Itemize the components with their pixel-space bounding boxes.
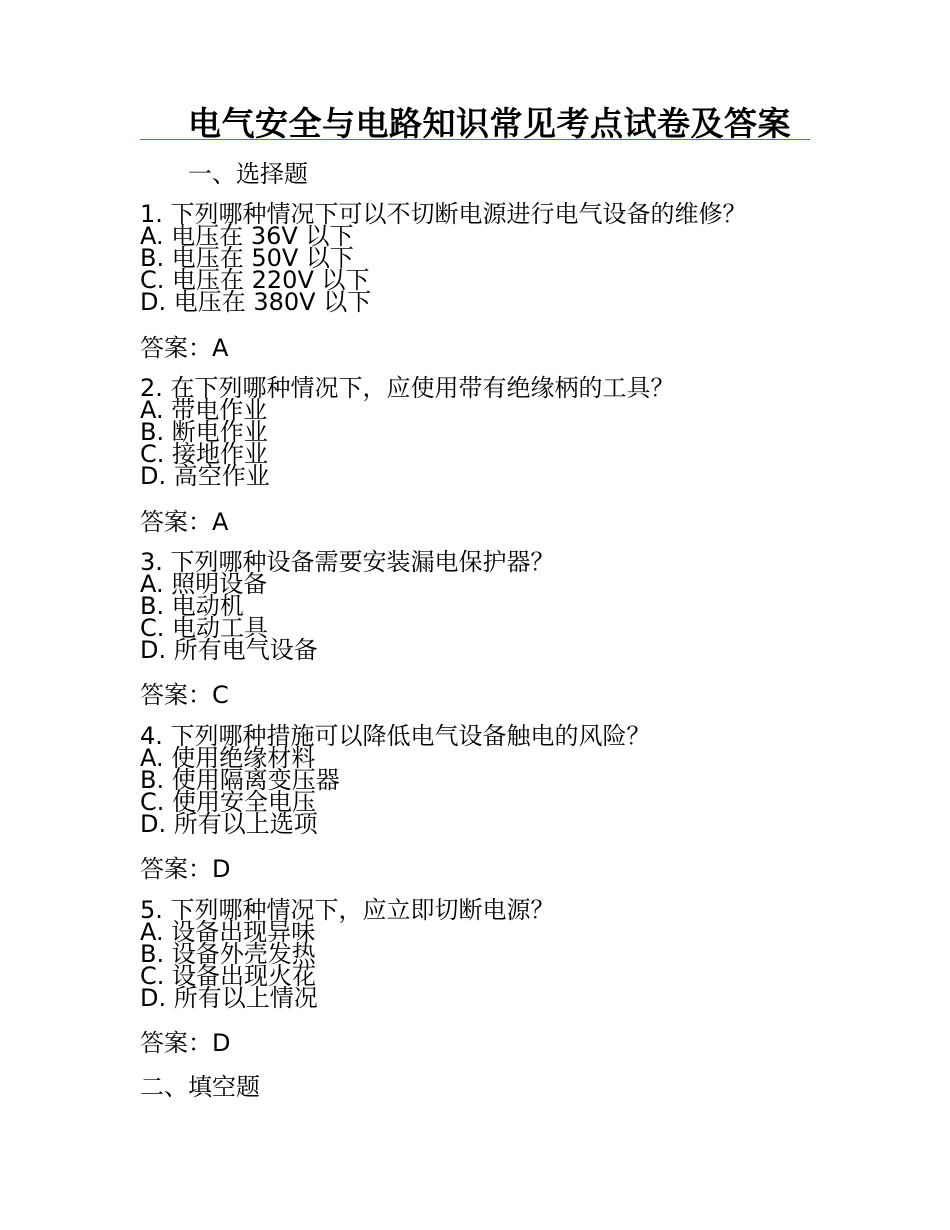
question-4 [140,722,840,838]
question-option: C. 使用安全电压 [140,788,317,816]
question-option: A. 带电作业 [140,396,268,424]
question-option: B. 设备外壳发热 [140,940,316,968]
question-stem: 2. 在下列哪种情况下，应使用带有绝缘柄的工具？ [140,374,675,402]
answer-2: 答案：A [140,508,229,536]
question-option: B. 电动机 [140,592,244,620]
section-heading-choice: 一、选择题 [188,160,308,188]
question-option: C. 电压在 220V 以下 [140,266,370,294]
question-1 [140,200,840,316]
question-option: A. 电压在 36V 以下 [140,222,354,250]
title-underline [140,139,810,140]
question-option: C. 接地作业 [140,440,269,468]
question-option: C. 设备出现火花 [140,962,317,990]
question-option: A. 使用绝缘材料 [140,744,316,772]
question-option: D. 电压在 380V 以下 [140,288,372,316]
answer-3: 答案：C [140,681,229,709]
question-option: D. 所有电气设备 [140,636,318,664]
question-option: D. 高空作业 [140,462,270,490]
question-5 [140,896,840,1012]
question-option: A. 设备出现异味 [140,918,316,946]
question-option: A. 照明设备 [140,570,268,598]
question-option: D. 所有以上选项 [140,810,318,838]
question-option: B. 电压在 50V 以下 [140,244,354,272]
question-option: B. 使用隔离变压器 [140,766,340,794]
question-option: C. 电动工具 [140,614,269,642]
question-stem: 4. 下列哪种措施可以降低电气设备触电的风险？ [140,722,651,750]
page-title: 电气安全与电路知识常见考点试卷及答案 [188,104,791,143]
question-option: D. 所有以上情况 [140,984,318,1012]
question-option: B. 断电作业 [140,418,268,446]
question-stem: 1. 下列哪种情况下可以不切断电源进行电气设备的维修？ [140,200,747,228]
answer-4: 答案：D [140,855,231,883]
answer-1: 答案：A [140,334,229,362]
section-heading-fill-blank: 二、填空题 [140,1073,260,1101]
question-stem: 5. 下列哪种情况下，应立即切断电源？ [140,896,555,924]
question-stem: 3. 下列哪种设备需要安装漏电保护器？ [140,548,555,576]
question-3 [140,548,840,664]
answer-5: 答案：D [140,1029,231,1057]
question-2 [140,374,840,490]
